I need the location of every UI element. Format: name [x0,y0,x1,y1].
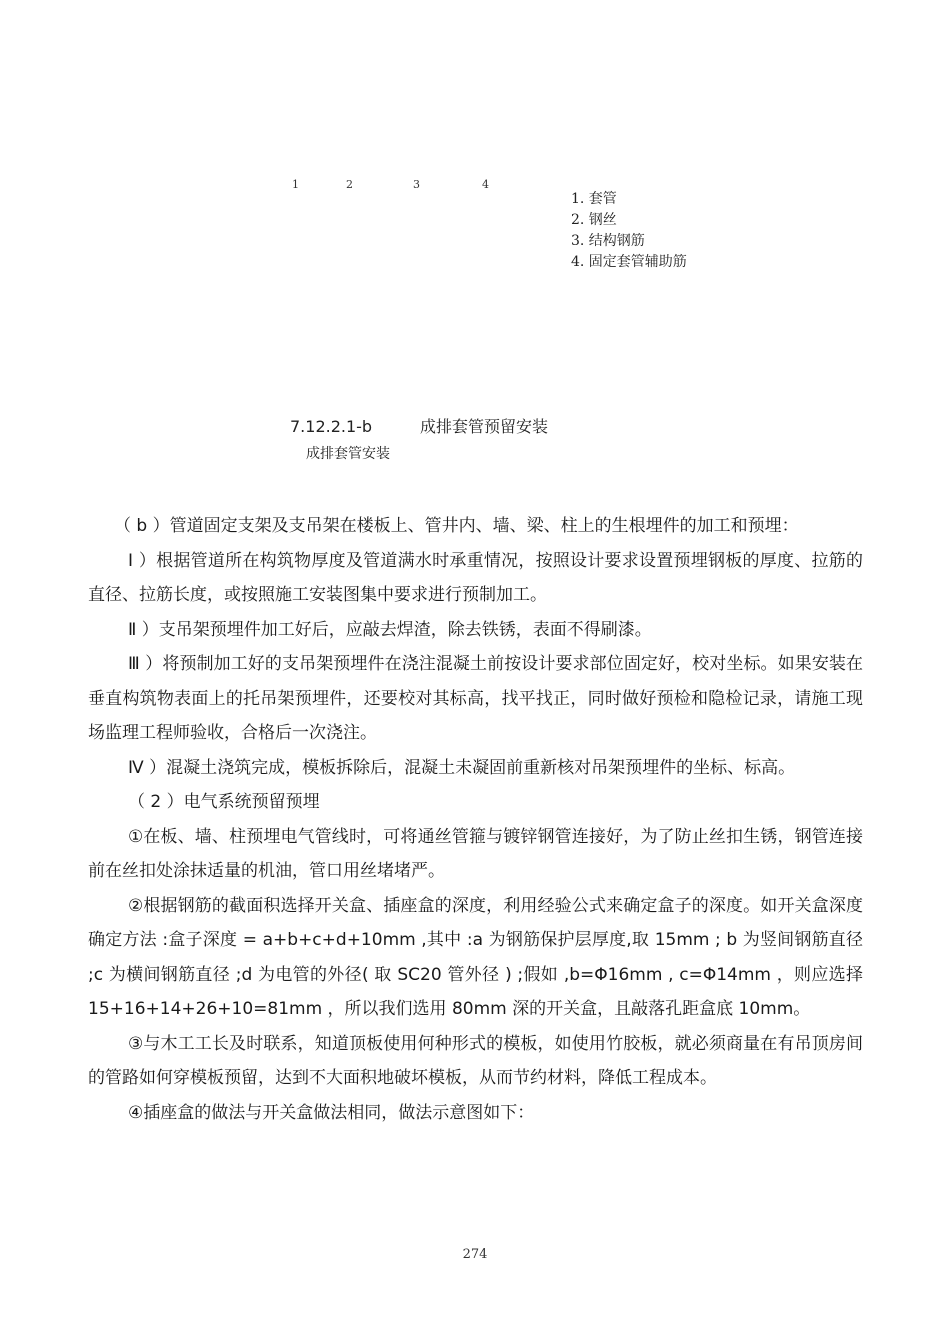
figure-number-1: 1 [292,178,299,191]
caption-title: 成排套管预留安装 [420,417,549,436]
paragraph: ①在板、墙、柱预埋电气管线时，可将通丝管箍与镀锌钢管连接好，为了防止丝扣生锈，钢管连接前在丝扣处涂抹适量的机油，管口用丝堵堵严。 [88,826,863,881]
legend-item: 1. 套管 [571,191,617,207]
paragraph: Ⅱ ）支吊架预埋件加工好后，应敲去焊渣，除去铁锈，表面不得刷漆。 [128,619,652,640]
paragraph: ④插座盒的做法与开关盒做法相同，做法示意图如下： [128,1102,535,1123]
paragraph: Ⅲ ）将预制加工好的支吊架预埋件在浇注混凝土前按设计要求部位固定好，校对坐标。如果安装在垂直构筑物表面上的托吊架预埋件，还要校对其标高，找平找正，同时做好预检和隐检记录，请施工现场监理工程师验收，合格后一次浇注。 [88,654,863,743]
figure-legend [571,189,687,273]
figure-number-4: 4 [482,178,489,191]
body-text [88,509,863,1130]
legend-item: 2. 钢丝 [571,212,617,228]
paragraph: Ⅳ ）混凝土浇筑完成，模板拆除后，混凝土未凝固前重新核对吊架预埋件的坐标、标高。 [128,757,796,778]
figure-subcaption: 成排套管安装 [306,446,390,462]
legend-item: 3. 结构钢筋 [571,233,645,249]
paragraph: （ b ）管道固定支架及支吊架在楼板上、管井内、墙、梁、柱上的生根埋件的加工和预埋： [114,516,799,536]
figure-caption [290,414,548,437]
paragraph: Ⅰ ）根据管道所在构筑物厚度及管道满水时承重情况，按照设计要求设置预埋钢板的厚度、拉筋的直径、拉筋长度，或按照施工安装图集中要求进行预制加工。 [88,550,863,605]
page-number: 274 [462,1247,488,1262]
section-heading: （ 2 ）电气系统预留预埋 [128,792,320,812]
figure-number-3: 3 [413,178,420,191]
paragraph: ③与木工工长及时联系，知道顶板使用何种形式的模板，如使用竹胶板，就必须商量在有吊顶房间的管路如何穿模板预留，达到不大面积地破坏模板，从而节约材料，降低工程成本。 [88,1033,863,1088]
legend-item: 4. 固定套管辅助筋 [571,254,687,270]
figure-number-2: 2 [346,178,353,191]
paragraph: ②根据钢筋的截面积选择开关盒、插座盒的深度，利用经验公式来确定盒子的深度。如开关盒深度确定方法 :盒子深度 = a+b+c+d+10mm ,其中 :a 为钢筋保护层厚度,取 15mm ; b 为竖间钢筋直径 ;c 为横间钢筋直径 ;d 为电管的外径( 取 SC20 管外径 ) ;假如 ,b=Φ16mm , c=Φ14mm ，则应选择 15+16+14+26+10=81mm ，所以我们选用 80mm 深的开关盒，且敲落孔距盒底 10mm。 [88,895,863,1019]
caption-number: 7.12.2.1-b [290,417,373,436]
